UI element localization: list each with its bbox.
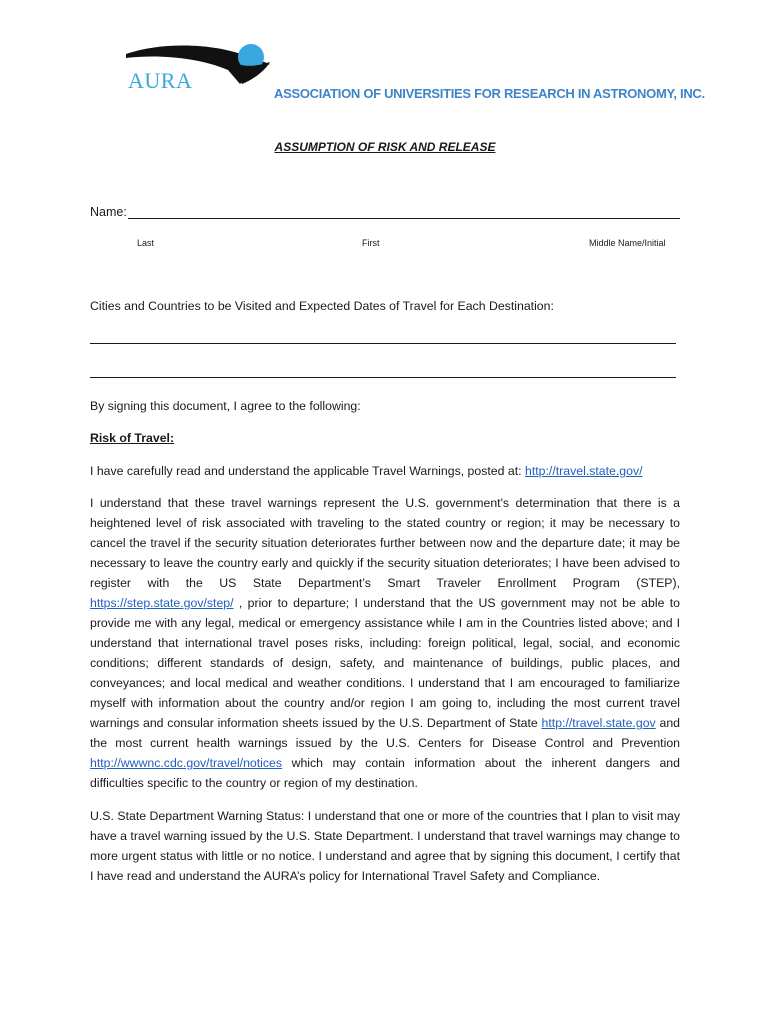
travel-state-gov-link-2[interactable]: http://travel.state.gov bbox=[541, 716, 656, 730]
name-sublabel-last: Last bbox=[137, 238, 155, 248]
cities-label: Cities and Countries to be Visited and Expected Dates of Travel for Each Destination: bbox=[90, 299, 554, 313]
name-sublabel-first: First bbox=[362, 238, 380, 248]
warning-status-paragraph: U.S. State Department Warning Status: I understand that one or more of the countries that I plan to visit may have a travel warning issued by the U.S. State Department. I understand that travel warnings may change to more urgent status with little or no notice. I understand and agree that by signing this document, I certify that I have read and understand the AURA’s policy for International Travel Safety and Compliance. bbox=[90, 809, 680, 883]
step-link[interactable]: https://step.state.gov/step/ bbox=[90, 596, 234, 610]
risk-intro bbox=[90, 461, 680, 481]
cdc-notices-link[interactable]: http://wwwnc.cdc.gov/travel/notices bbox=[90, 756, 283, 770]
risk-body-text-4: which may contain information about the inherent dangers and difficulties specific to the country or region of my destination. bbox=[90, 756, 680, 790]
aura-logo bbox=[120, 40, 275, 102]
name-sublabel-middle: Middle Name/Initial bbox=[589, 238, 666, 248]
agree-text: By signing this document, I agree to the following: bbox=[90, 399, 361, 413]
risk-intro-text: I have carefully read and understand the applicable Travel Warnings, posted at: bbox=[90, 464, 525, 478]
name-input-line[interactable] bbox=[128, 206, 680, 219]
risk-body-text-3: and the most current health warnings issued by the U.S. Centers for Disease Control and Prevention bbox=[90, 716, 680, 750]
name-label: Name: bbox=[90, 205, 127, 219]
risk-body-paragraph bbox=[90, 493, 680, 793]
org-name: ASSOCIATION OF UNIVERSITIES FOR RESEARCH IN ASTRONOMY, INC. bbox=[274, 86, 705, 101]
cities-input-line-2[interactable] bbox=[90, 377, 676, 378]
risk-heading: Risk of Travel: bbox=[90, 431, 175, 445]
risk-body-text-2: , prior to departure; I understand that the US government may not be able to provide me with any legal, medical or emergency assistance while I am in the Countries listed above; and I understand that international travel poses risks, including: foreign political, legal, social, and economic conditions; different standards of design, safety, and maintenance of buildings, public places, and conveyances; and local medical and weather conditions. I understand that I am encouraged to familiarize myself with information about the country and/or region I am going to, including the most current travel warnings and consular information sheets issued by the U.S. Department of State bbox=[90, 596, 680, 730]
risk-body-text-1: I understand that these travel warnings represent the U.S. government's determination that there is a heightened level of risk associated with traveling to the stated country or region; it may be necessary to cancel the travel if the security situation deteriorates further between now and the departure date; it may be necessary to leave the country early and quickly if the security situation deteriorates; I have been advised to register with the US State Department’s Smart Traveler Enrollment Program (STEP), bbox=[90, 496, 680, 590]
logo-text: AURA bbox=[128, 68, 193, 93]
name-field-row bbox=[90, 205, 680, 219]
document-title: ASSUMPTION OF RISK AND RELEASE bbox=[274, 140, 496, 154]
cities-input-line-1[interactable] bbox=[90, 343, 676, 344]
travel-state-gov-link[interactable]: http://travel.state.gov/ bbox=[524, 464, 643, 478]
